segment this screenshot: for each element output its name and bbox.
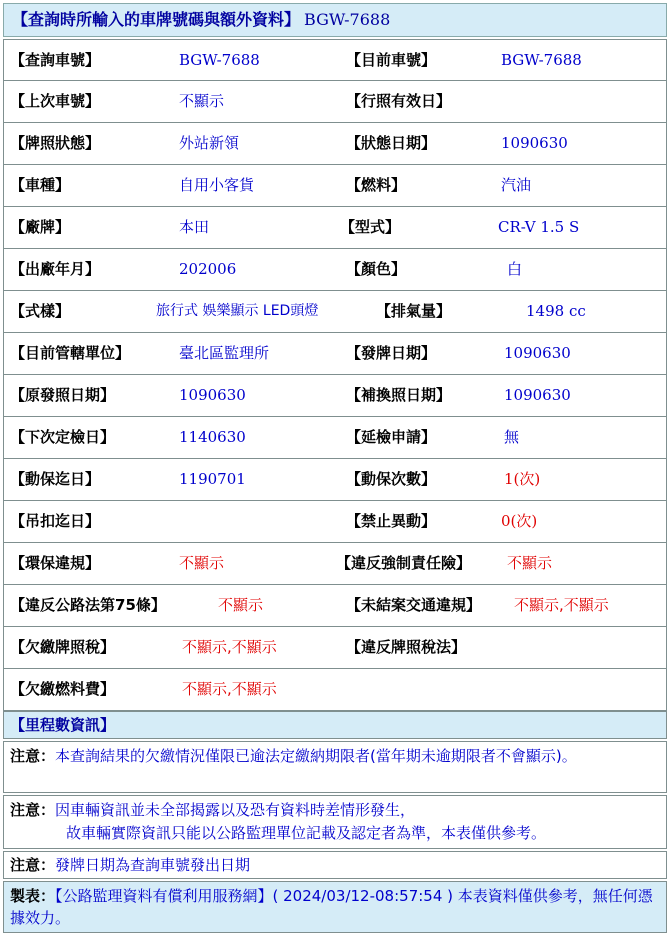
label-unpaid-fuel-fee: 【欠繳燃料費】 (10, 680, 116, 698)
value-jurisdiction: 臺北區監理所 (179, 344, 270, 362)
table-row (3, 375, 667, 417)
label-issue-date: 【發牌日期】 (346, 344, 437, 362)
value-current-plate: BGW-7688 (501, 51, 582, 69)
note-text: 本查詢結果的欠繳情況僅限已逾法定繳納期限者(當年期未逾期限者不會顯示)。 (55, 747, 577, 765)
label-displacement: 【排氣量】 (376, 302, 452, 320)
label-license-valid-date: 【行照有效日】 (346, 92, 452, 110)
value-lien-end-date: 1190701 (179, 470, 246, 488)
label-lien-count: 【動保次數】 (346, 470, 437, 488)
value-query-plate: BGW-7688 (179, 51, 260, 69)
label-original-license-date: 【原發照日期】 (10, 386, 116, 404)
label-color: 【顏色】 (346, 260, 407, 278)
table-row (3, 81, 667, 123)
label-license-tax-violation: 【違反牌照稅法】 (346, 638, 467, 656)
note-issue-date (3, 851, 667, 879)
mileage-section-title (3, 711, 667, 739)
value-brand: 本田 (179, 218, 210, 236)
table-row (3, 123, 667, 165)
label-current-plate: 【目前車號】 (346, 51, 437, 69)
value-fuel: 汽油 (501, 176, 532, 194)
value-unpaid-fuel-fee: 不顯示,不顯示 (182, 680, 277, 698)
value-original-license-date: 1090630 (179, 386, 246, 404)
label-reissue-date: 【補換照日期】 (346, 386, 452, 404)
note-label: 注意： (10, 747, 56, 765)
value-unpaid-license-tax: 不顯示,不顯示 (182, 638, 277, 656)
table-row (3, 165, 667, 207)
label-style: 【式樣】 (10, 302, 71, 320)
table-row (3, 501, 667, 543)
footer-credit (3, 881, 667, 933)
label-insurance-violation: 【違反強制責任險】 (336, 554, 472, 572)
value-insurance-violation: 不顯示 (507, 554, 553, 572)
label-previous-plate: 【上次車號】 (10, 92, 101, 110)
note-label: 注意： (10, 801, 56, 819)
value-plate-status: 外站新領 (179, 134, 240, 152)
label-transfer-ban: 【禁止異動】 (346, 512, 437, 530)
label-plate-status: 【牌照狀態】 (10, 134, 101, 152)
value-manufacture-date: 202006 (179, 260, 237, 278)
table-row (3, 291, 667, 333)
value-model: CR-V 1.5 S (498, 218, 580, 236)
report-title (3, 3, 667, 37)
vehicle-report (3, 3, 667, 937)
table-row (3, 249, 667, 291)
label-highway-act-violation: 【違反公路法第75條】 (10, 596, 166, 614)
label-lien-end-date: 【動保迄日】 (10, 470, 101, 488)
label-manufacture-date: 【出廠年月】 (10, 260, 101, 278)
table-row (3, 543, 667, 585)
value-environmental-violation: 不顯示 (179, 554, 225, 572)
title-plate: BGW-7688 (304, 10, 391, 29)
label-suspension-end-date: 【吊扣迄日】 (10, 512, 101, 530)
note-overdue (3, 741, 667, 793)
label-unpaid-license-tax: 【欠繳牌照稅】 (10, 638, 116, 656)
label-inspection-extension: 【延檢申請】 (346, 428, 437, 446)
mileage-title-text: 【里程數資訊】 (10, 716, 116, 734)
table-row (3, 417, 667, 459)
value-inspection-extension: 無 (504, 428, 520, 446)
note-disclosure (3, 795, 667, 849)
label-model: 【型式】 (340, 218, 401, 236)
table-row (3, 207, 667, 249)
table-row (3, 669, 667, 711)
value-highway-act-violation: 不顯示 (218, 596, 264, 614)
label-environmental-violation: 【環保違規】 (10, 554, 101, 572)
label-query-plate: 【查詢車號】 (10, 51, 101, 69)
label-status-date: 【狀態日期】 (346, 134, 437, 152)
value-color: 白 (507, 260, 523, 278)
label-fuel: 【燃料】 (346, 176, 407, 194)
label-open-traffic-violation: 【未結案交通違規】 (346, 596, 482, 614)
note-text: 發牌日期為查詢車號發出日期 (55, 856, 251, 874)
table-row (3, 39, 667, 81)
value-style: 旅行式 娛樂顯示 LED頭燈 (156, 303, 319, 319)
label-brand: 【廠牌】 (10, 218, 71, 236)
label-vehicle-type: 【車種】 (10, 176, 71, 194)
value-vehicle-type: 自用小客貨 (179, 176, 255, 194)
value-status-date: 1090630 (501, 134, 568, 152)
footer-text: 【公路監理資料有償利用服務網】( 2024/03/12-08:57:54 ) 本表資料僅供參考，無任何憑據效力。 (10, 887, 653, 927)
title-text: 【查詢時所輸入的車牌號碼與額外資料】 (12, 10, 301, 29)
value-lien-count: 1(次) (504, 470, 541, 488)
value-reissue-date: 1090630 (504, 386, 571, 404)
label-jurisdiction: 【目前管轄單位】 (10, 344, 131, 362)
table-row (3, 585, 667, 627)
value-next-inspection: 1140630 (179, 428, 246, 446)
table-row (3, 627, 667, 669)
table-row (3, 333, 667, 375)
value-issue-date: 1090630 (504, 344, 571, 362)
value-displacement: 1498 cc (526, 302, 586, 320)
value-transfer-ban: 0(次) (501, 512, 538, 530)
label-next-inspection: 【下次定檢日】 (10, 428, 116, 446)
note-text: 因車輛資訊並未全部揭露以及恐有資料時差情形發生， (55, 801, 416, 819)
table-row (3, 459, 667, 501)
vehicle-info-table (3, 39, 667, 711)
note-label: 注意： (10, 856, 56, 874)
note-text-continued: 故車輛實際資訊只能以公路監理單位記載及認定者為準，本表僅供參考。 (66, 824, 547, 842)
value-previous-plate: 不顯示 (179, 92, 225, 110)
value-open-traffic-violation: 不顯示,不顯示 (514, 596, 609, 614)
footer-label: 製表： (10, 887, 56, 905)
